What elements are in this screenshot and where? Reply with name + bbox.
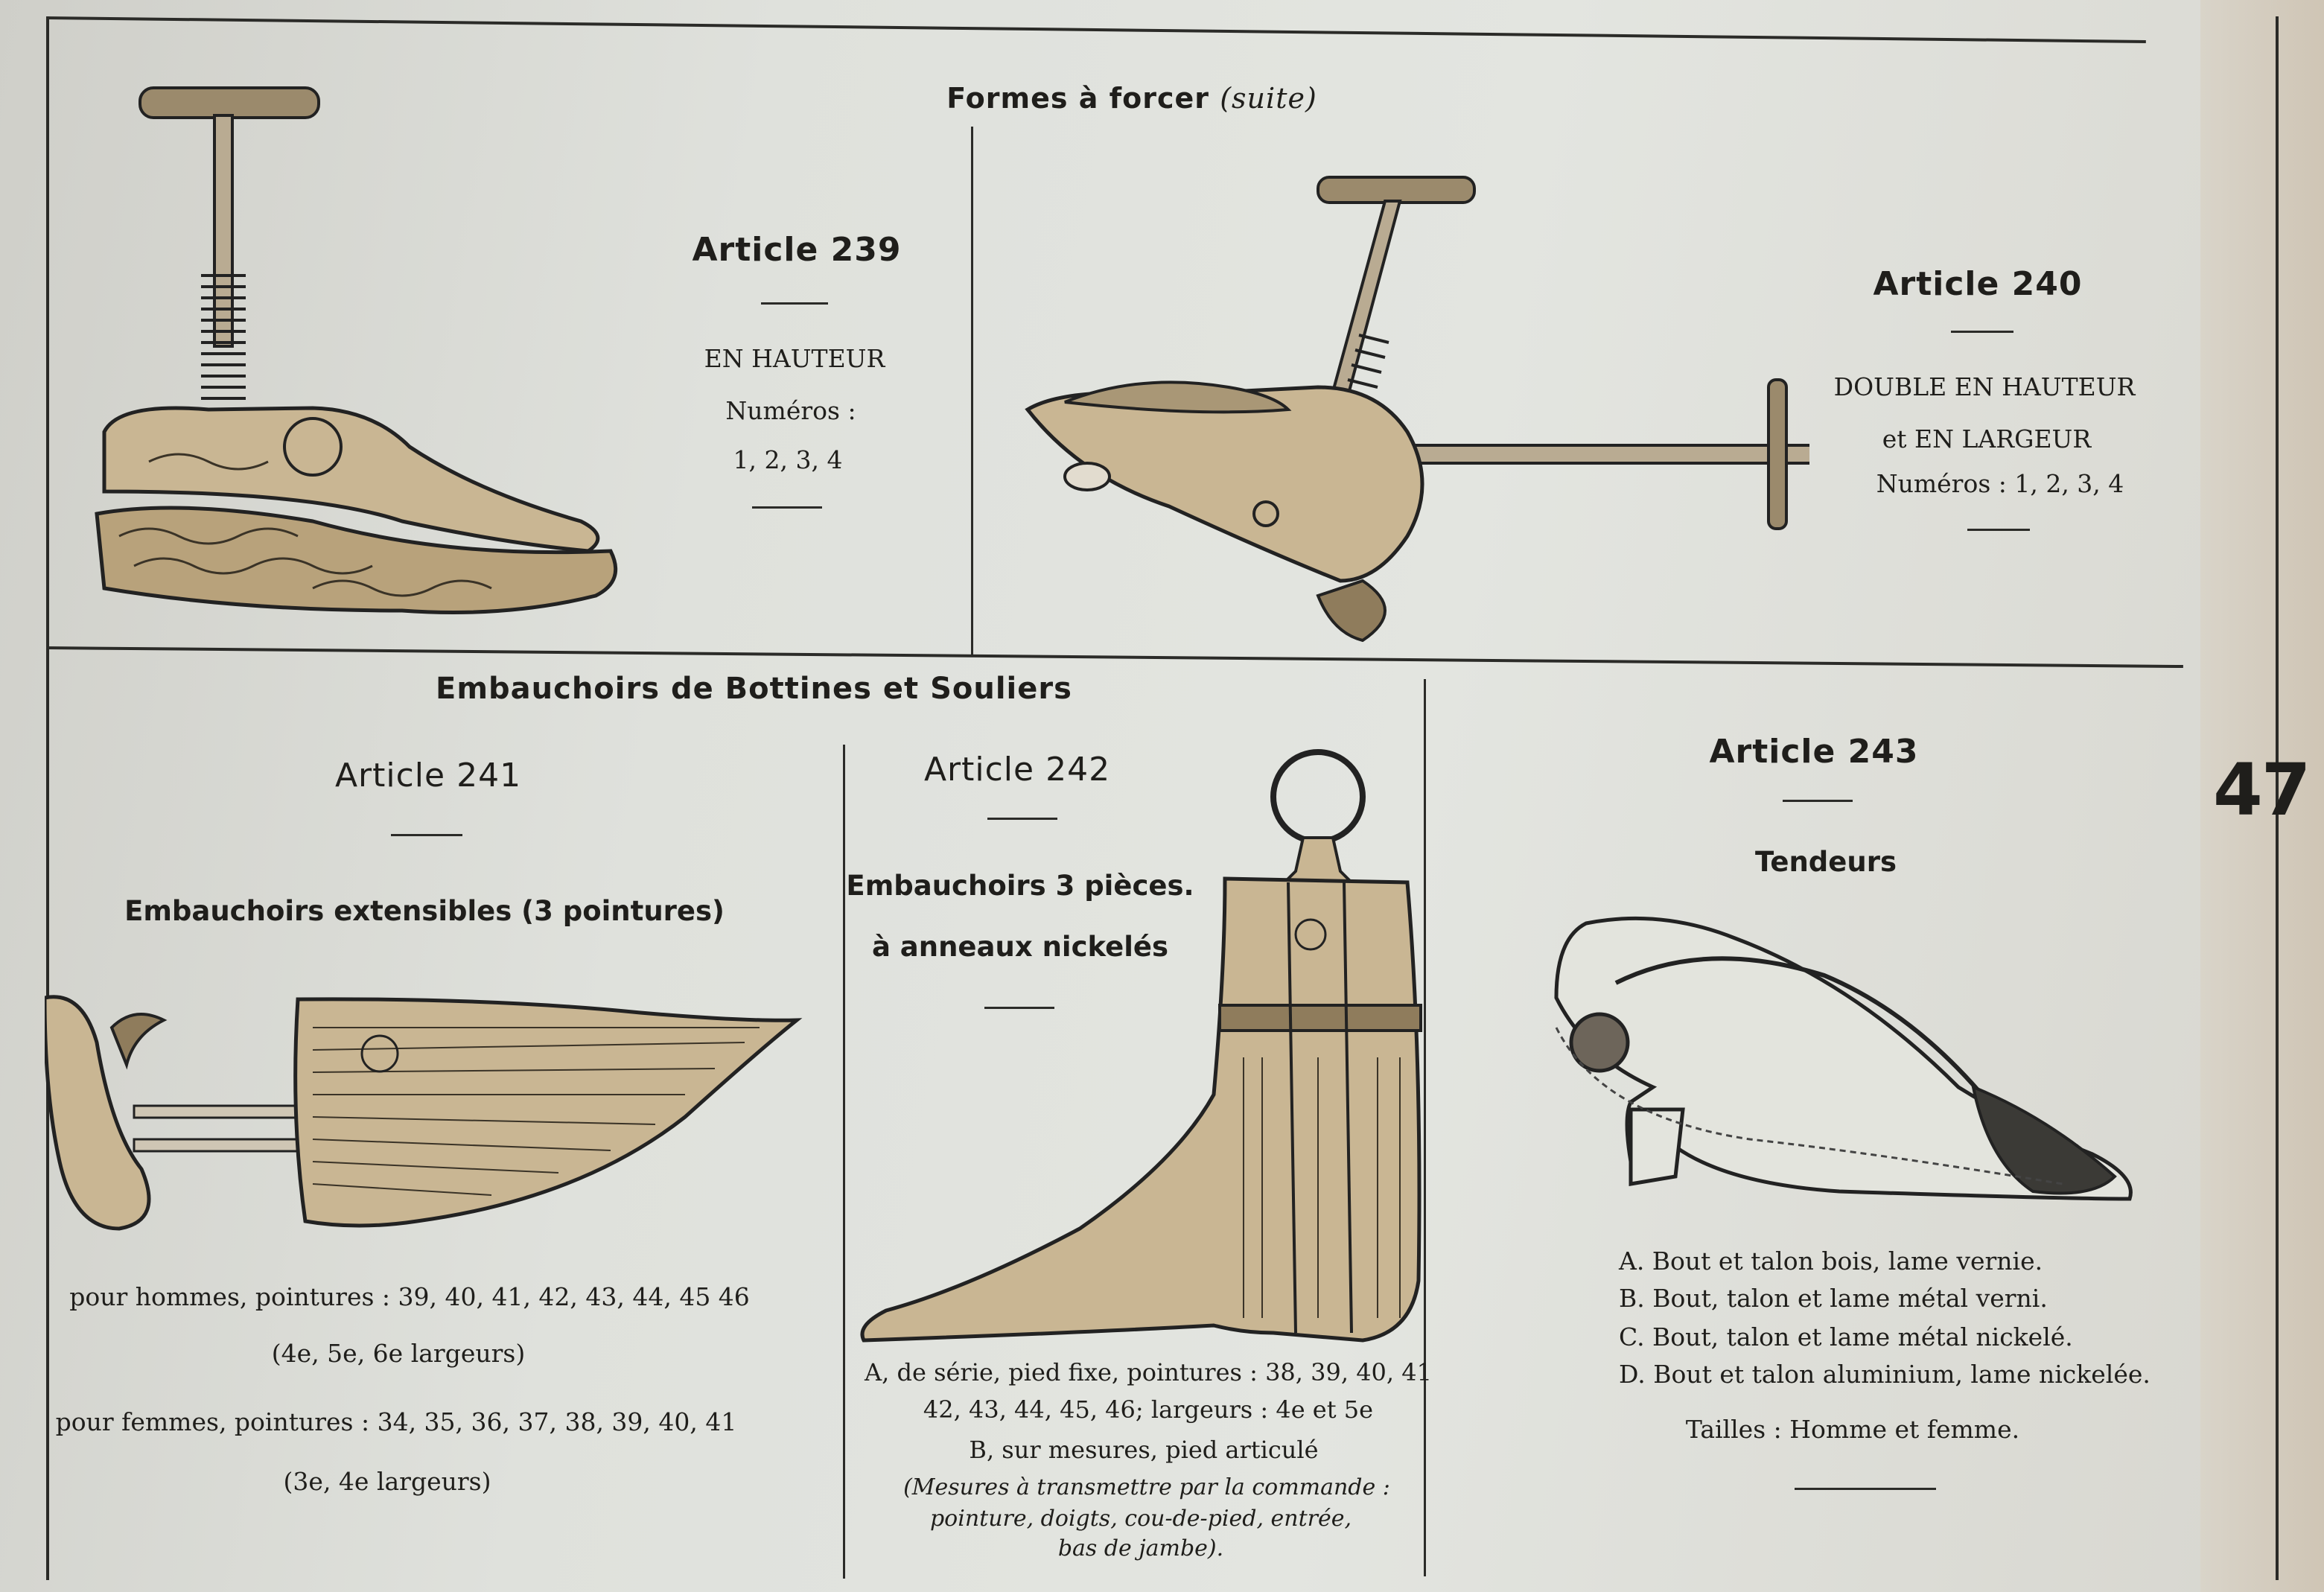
article-243-option-c: C. Bout, talon et lame métal nickelé. <box>1619 1322 2073 1351</box>
article-239-illustration <box>89 74 625 625</box>
article-242-custom: B, sur mesures, pied articulé <box>969 1436 1319 1464</box>
article-239-title-dash <box>761 302 828 305</box>
article-243-option-d: D. Bout et talon aluminium, lame nickelée. <box>1619 1360 2151 1389</box>
article-239-numbers-label: Numéros : <box>725 396 856 425</box>
article-242-subtitle-2: à anneaux nickelés <box>871 931 1169 963</box>
article-241-title: Article 241 <box>334 757 522 795</box>
article-240-bottom-dash <box>1967 529 2030 531</box>
article-241-illustration <box>45 983 804 1251</box>
article-241-men-sizes: pour hommes, pointures : 39, 40, 41, 42, 43, 44, 45 46 <box>69 1282 750 1311</box>
article-243-sizes: Tailles : Homme et femme. <box>1685 1415 2020 1444</box>
article-241-men-widths: (4e, 5e, 6e largeurs) <box>271 1339 526 1368</box>
article-241-subtitle: Embauchoirs extensibles (3 pointures) <box>124 895 725 927</box>
article-239-bottom-dash <box>752 506 822 509</box>
article-242-note-2: pointure, doigts, cou-de-pied, entrée, <box>929 1506 1352 1532</box>
page-title <box>946 82 1317 115</box>
page-title-main: Formes à forcer <box>946 82 1209 115</box>
article-240-illustration <box>1020 164 1809 648</box>
section-title: Embauchoirs de Bottines et Souliers <box>436 672 1072 706</box>
article-240-numbers: Numéros : 1, 2, 3, 4 <box>1876 469 2124 498</box>
article-239-title: Article 239 <box>692 231 902 269</box>
page-title-suffix: (suite) <box>1220 82 1317 115</box>
article-242-sizes-widths: 42, 43, 44, 45, 46; largeurs : 4e et 5e <box>923 1395 1374 1424</box>
article-242-subtitle-1: Embauchoirs 3 pièces. <box>846 870 1194 902</box>
article-242-illustration <box>856 745 1437 1355</box>
top-section-divider <box>971 127 973 655</box>
article-240-title: Article 240 <box>1873 265 2083 303</box>
article-243-bottom-dash <box>1795 1488 1936 1490</box>
article-243-subtitle: Tendeurs <box>1755 846 1897 878</box>
article-243-option-b: B. Bout, talon et lame métal verni. <box>1619 1284 2048 1313</box>
article-239-numbers: 1, 2, 3, 4 <box>733 445 843 474</box>
article-240-height: DOUBLE EN HAUTEUR <box>1833 372 2136 401</box>
article-243-illustration <box>1541 894 2152 1206</box>
bottom-divider-left <box>843 745 845 1579</box>
article-242-title: Article 242 <box>923 751 1111 789</box>
article-243-title: Article 243 <box>1709 733 1919 771</box>
article-239-height: EN HAUTEUR <box>704 344 885 373</box>
article-243-option-a: A. Bout et talon bois, lame vernie. <box>1619 1246 2043 1276</box>
article-242-series: A, de série, pied fixe, pointures : 38, 39, 40, 41 <box>865 1358 1432 1386</box>
article-243-title-dash <box>1783 800 1853 802</box>
article-240-title-dash <box>1951 331 2013 333</box>
article-242-note-3: bas de jambe). <box>1057 1535 1224 1561</box>
page-number: 47 <box>2213 748 2310 832</box>
article-240-width: et EN LARGEUR <box>1882 424 2092 453</box>
article-241-women-widths: (3e, 4e largeurs) <box>283 1467 491 1496</box>
article-241-women-sizes: pour femmes, pointures : 34, 35, 36, 37, 38, 39, 40, 41 <box>55 1407 737 1436</box>
article-241-title-dash <box>391 834 462 836</box>
article-242-note-1: (Mesures à transmettre par la commande : <box>903 1474 1390 1500</box>
